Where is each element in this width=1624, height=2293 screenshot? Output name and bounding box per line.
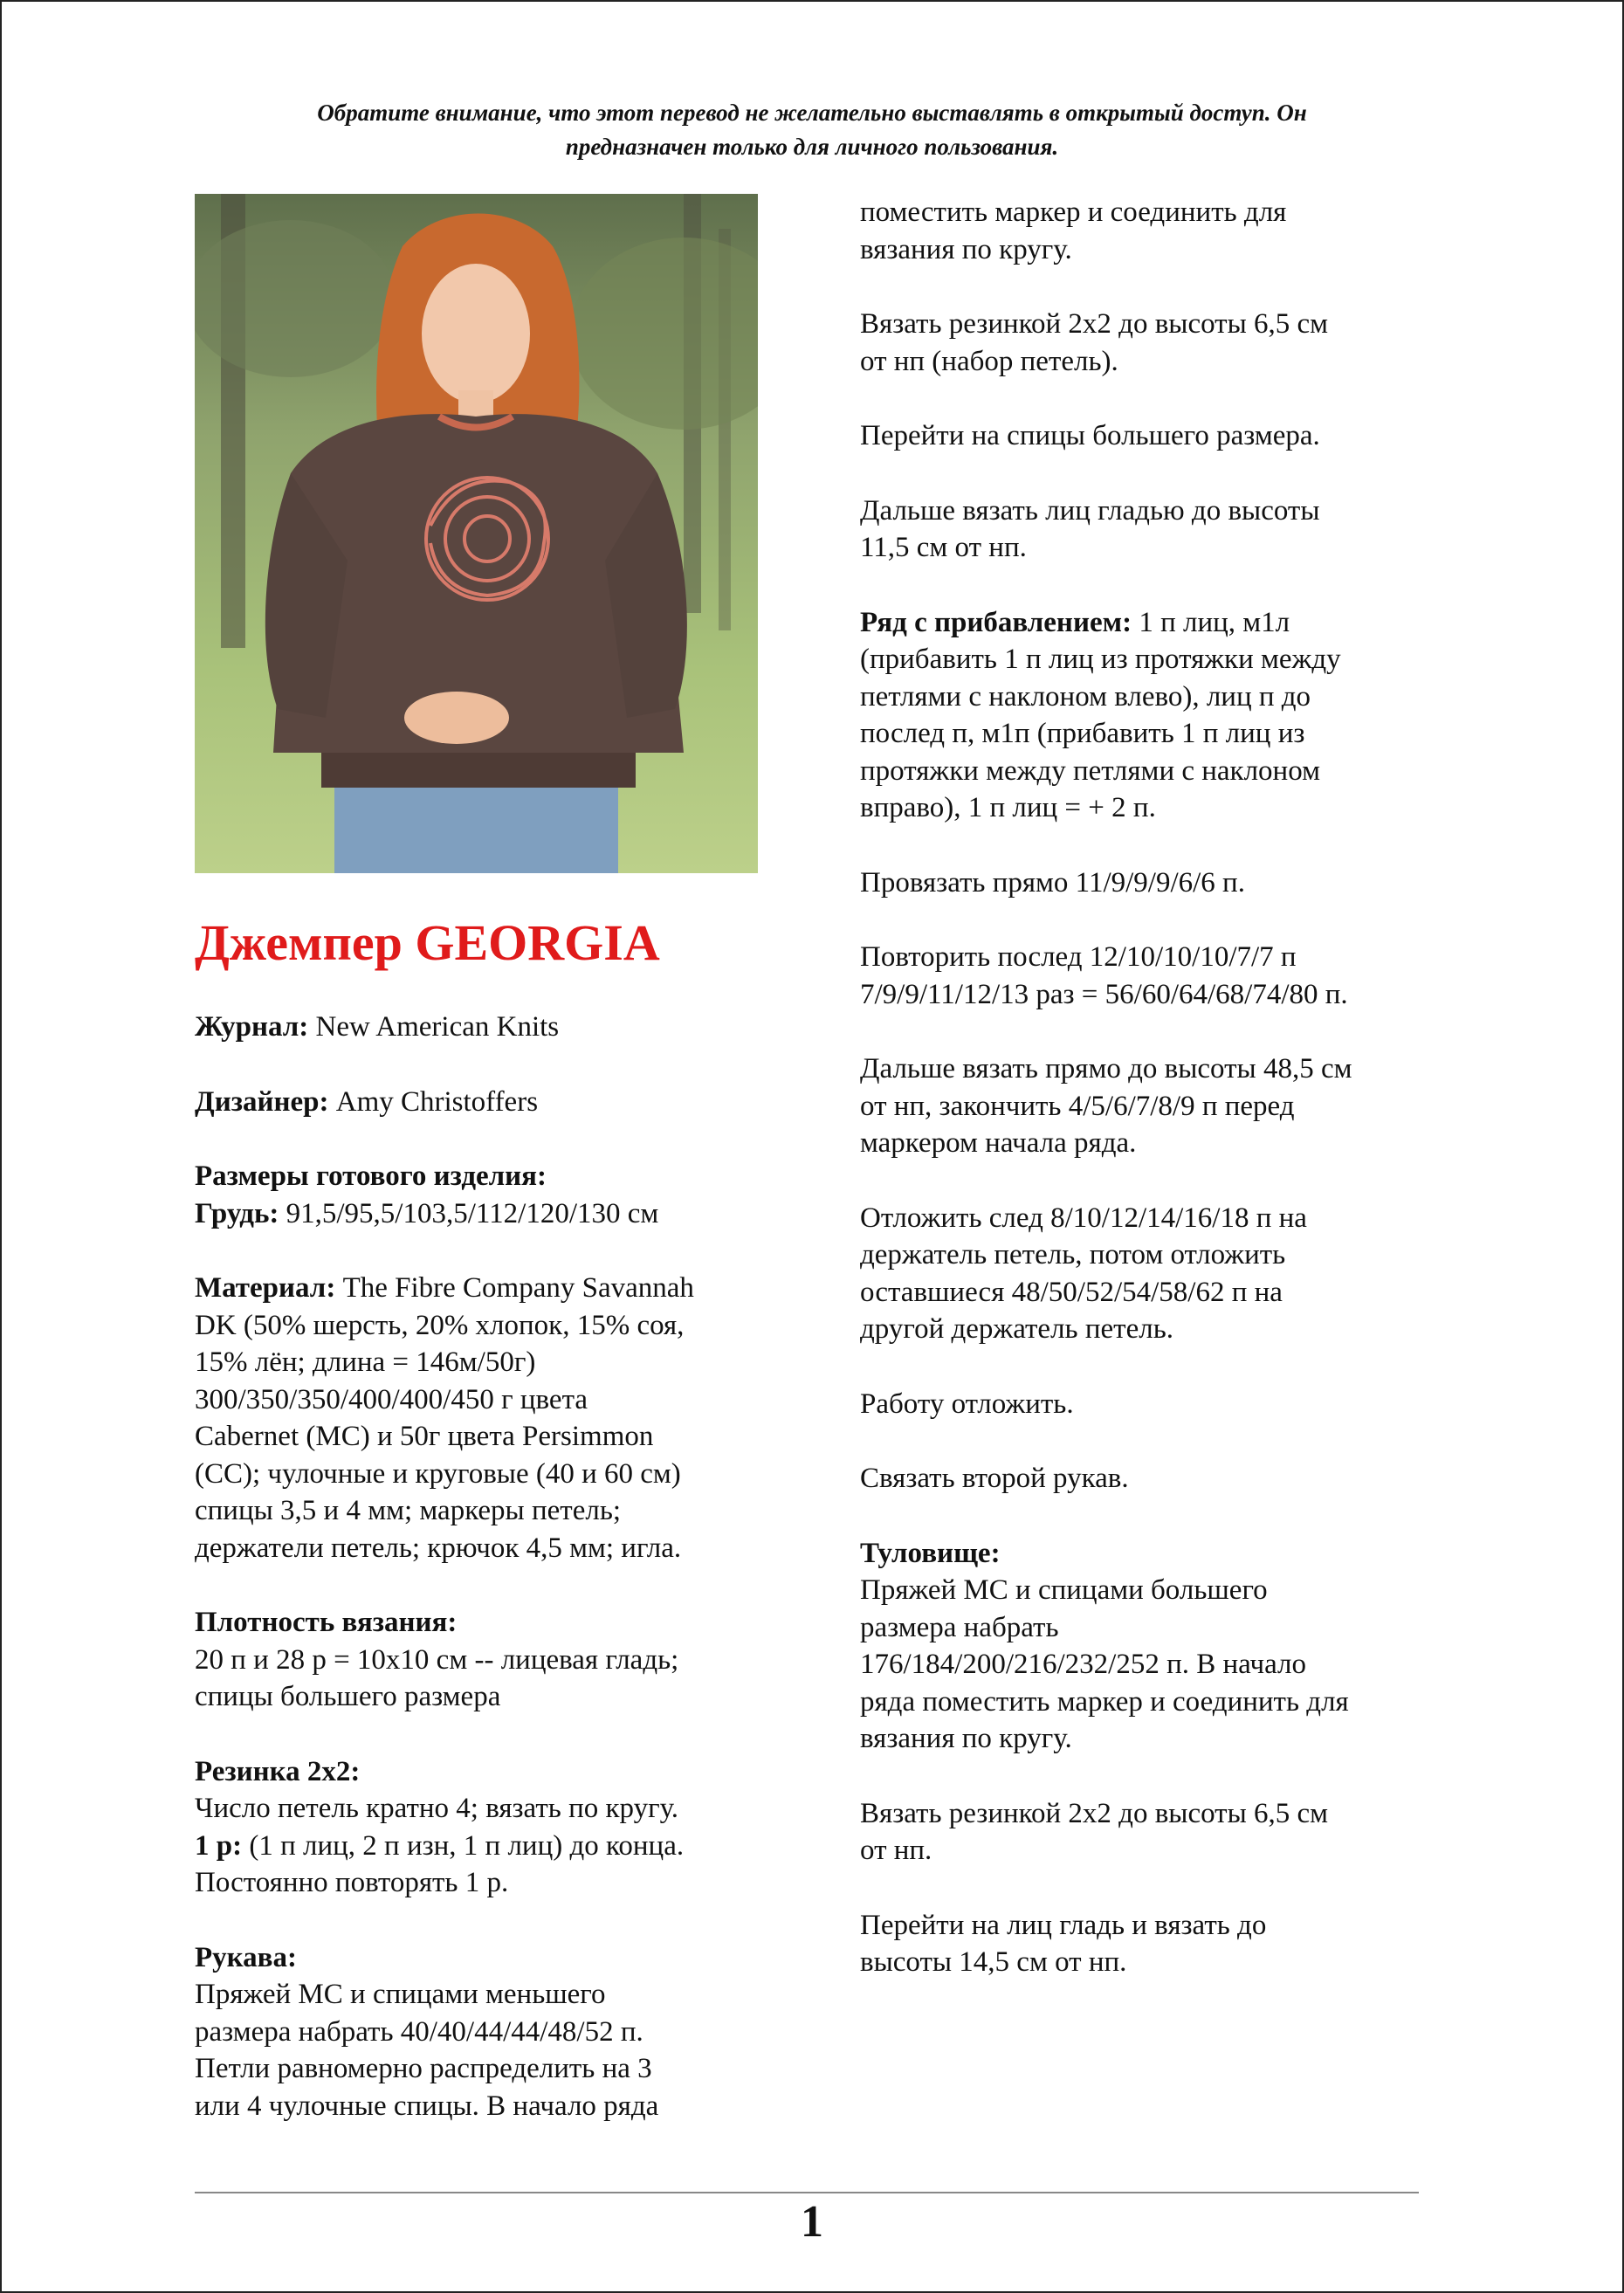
right-paragraph-13 <box>860 1795 1454 1870</box>
text-line: от нп. <box>860 1835 932 1866</box>
page-number: 1 <box>801 2197 823 2247</box>
gauge-line-1: 20 п и 28 р = 10х10 см -- лицевая гладь; <box>195 1643 679 1676</box>
right-paragraph-6: Провязать прямо 11/9/9/9/6/6 п. <box>860 866 1245 899</box>
gauge-line-2: спицы большего размера <box>195 1681 501 1712</box>
notice-line-2: предназначен только для личного пользования. <box>565 134 1059 160</box>
text-line: послед п, м1п (прибавить 1 п лиц из <box>860 718 1305 749</box>
text-line: 1 п лиц, м1л <box>1132 606 1290 638</box>
material-section <box>195 1270 806 1567</box>
sizes-heading: Размеры готового изделия: <box>195 1160 547 1192</box>
pattern-title: Джемпер GEORGIA <box>195 914 660 971</box>
sleeves-section <box>195 1939 806 2125</box>
text-line: петлями с наклоном влево), лиц п до <box>860 680 1311 713</box>
text-line: Дальше вязать лиц гладью до высоты <box>860 494 1320 527</box>
right-paragraph-8 <box>860 1050 1454 1162</box>
right-paragraph-9 <box>860 1200 1454 1348</box>
increase-row-section <box>860 604 1454 827</box>
text-line: поместить маркер и соединить для <box>860 196 1287 228</box>
right-paragraph-2 <box>860 306 1454 380</box>
text-line: высоты 14,5 см от нп. <box>860 1946 1127 1978</box>
gauge-section <box>195 1604 806 1716</box>
material-line-2: DK (50% шерсть, 20% хлопок, 15% соя, <box>195 1309 685 1341</box>
rib-row-value: (1 п лиц, 2 п изн, 1 п лиц) до конца. <box>242 1829 685 1862</box>
sweater-photo <box>195 194 758 873</box>
right-paragraph-11: Связать второй рукав. <box>860 1463 1129 1494</box>
rib-heading: Резинка 2х2: <box>195 1755 361 1787</box>
sleeves-line-1: Пряжей МС и спицами меньшего <box>195 1979 606 2010</box>
text-line: 11,5 см от нп. <box>860 532 1027 563</box>
chest-value: 91,5/95,5/103,5/112/120/130 см <box>279 1197 659 1229</box>
right-paragraph-1 <box>860 194 1454 268</box>
sleeves-line-2: размера набрать 40/40/44/44/48/52 п. <box>195 2015 643 2048</box>
journal-line <box>195 1009 806 1046</box>
right-paragraph-14 <box>860 1907 1454 1981</box>
right-paragraph-7 <box>860 939 1454 1013</box>
journal-label: Журнал: <box>195 1011 309 1043</box>
text-line: Вязать резинкой 2х2 до высоты 6,5 см <box>860 308 1329 340</box>
material-line-5: Cabernet (MC) и 50г цвета Persimmon <box>195 1421 654 1452</box>
text-line: (прибавить 1 п лиц из протяжки между <box>860 644 1341 675</box>
designer-value: Amy Christoffers <box>328 1085 539 1118</box>
text-line: вязания по кругу. <box>860 1723 1072 1754</box>
text-line: размера набрать <box>860 1611 1059 1643</box>
sizes-section <box>195 1158 806 1232</box>
text-line: Вязать резинкой 2х2 до высоты 6,5 см <box>860 1797 1329 1829</box>
material-line-4: 300/350/350/400/400/450 г цвета <box>195 1383 588 1415</box>
material-line-8: держатели петель; крючок 4,5 мм; игла. <box>195 1532 682 1564</box>
increase-row-label: Ряд с прибавлением: <box>860 606 1132 638</box>
text-line: от нп (набор петель). <box>860 345 1118 377</box>
right-paragraph-4 <box>860 492 1454 567</box>
rib-line-3: Постоянно повторять 1 р. <box>195 1867 509 1898</box>
gauge-heading: Плотность вязания: <box>195 1607 458 1638</box>
text-line: Перейти на лиц гладь и вязать до <box>860 1909 1267 1941</box>
left-column <box>195 1009 806 2124</box>
sleeves-line-3: Петли равномерно распределить на 3 <box>195 2053 652 2084</box>
material-line-7: спицы 3,5 и 4 мм; маркеры петель; <box>195 1495 622 1526</box>
material-label: Материал: <box>195 1272 336 1304</box>
text-line: 7/9/9/11/12/13 раз = 56/60/64/68/74/80 п. <box>860 978 1348 1010</box>
text-line: ряда поместить маркер и соединить для <box>860 1685 1349 1718</box>
body-section <box>860 1535 1454 1758</box>
text-line: оставшиеся 48/50/52/54/58/62 п на <box>860 1276 1283 1308</box>
material-line-1: The Fibre Company Savannah <box>335 1272 694 1304</box>
material-line-6: (CC); чулочные и круговые (40 и 60 см) <box>195 1457 681 1490</box>
text-line: Повторить послед 12/10/10/10/7/7 п <box>860 941 1297 973</box>
journal-value: New American Knits <box>308 1011 560 1043</box>
text-line: Отложить след 8/10/12/14/16/18 п на <box>860 1202 1307 1234</box>
right-paragraph-3: Перейти на спицы большего размера. <box>860 420 1320 451</box>
text-line: Дальше вязать прямо до высоты 48,5 см <box>860 1053 1352 1085</box>
text-line: вправо), 1 п лиц = + 2 п. <box>860 792 1156 823</box>
text-line: 176/184/200/216/232/252 п. В начало <box>860 1649 1307 1680</box>
designer-label: Дизайнер: <box>195 1085 329 1118</box>
text-line: протяжки между петлями с наклоном <box>860 754 1320 787</box>
notice-line-1: Обратите внимание, что этот перевод не желательно выставлять в открытый доступ. Он <box>317 100 1307 126</box>
right-paragraph-10: Работу отложить. <box>860 1388 1074 1420</box>
text-line: вязания по кругу. <box>860 233 1072 265</box>
text-line: другой держатель петель. <box>860 1313 1173 1345</box>
material-line-3: 15% лён; длина = 146м/50г) <box>195 1346 536 1378</box>
rib-row-label: 1 р: <box>195 1829 243 1862</box>
rib-section <box>195 1753 806 1902</box>
right-column <box>860 194 1454 1981</box>
text-line: от нп, закончить 4/5/6/7/8/9 п перед <box>860 1090 1295 1122</box>
rib-line-1: Число петель кратно 4; вязать по кругу. <box>195 1793 679 1824</box>
sleeves-heading: Рукава: <box>195 1941 297 1973</box>
text-line: держатель петель, потом отложить <box>860 1239 1286 1270</box>
text-line: маркером начала ряда. <box>860 1127 1137 1159</box>
text-line: Пряжей МС и спицами большего <box>860 1574 1268 1606</box>
body-heading: Туловище: <box>860 1537 1001 1569</box>
sleeves-line-4: или 4 чулочные спицы. В начало ряда <box>195 2090 659 2122</box>
chest-label: Грудь: <box>195 1197 279 1229</box>
designer-line <box>195 1084 806 1121</box>
copyright-notice <box>218 96 1406 164</box>
